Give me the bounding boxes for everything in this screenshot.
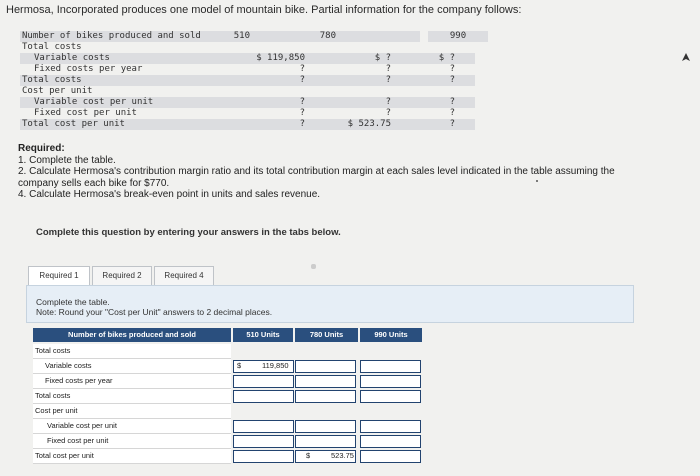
required-heading: Required: [18, 143, 65, 154]
given-row [20, 108, 475, 119]
given-row-label: Variable costs [34, 53, 110, 63]
given-row [20, 97, 475, 108]
given-row-value: ? [299, 97, 305, 107]
given-row-value: ? [449, 97, 455, 107]
given-col-780: 780 [319, 31, 336, 41]
given-row-label: Total costs [22, 75, 82, 85]
panel-text [36, 297, 272, 317]
given-row-value: $ ? [438, 53, 455, 63]
answer-header-label: Number of bikes produced and sold [33, 328, 231, 342]
problem-title: Hermosa, Incorporated produces one model of mountain bike. Partial information for the company follows: [6, 4, 522, 16]
given-row-value: $ 119,850 [256, 53, 305, 63]
given-row-value: ? [449, 119, 455, 129]
answer-input-cell[interactable] [295, 435, 356, 448]
answer-row [33, 344, 423, 358]
answer-input-cell[interactable] [233, 390, 294, 403]
given-row-value: ? [385, 97, 391, 107]
tab-required-4[interactable]: Required 4 [154, 266, 214, 286]
answer-input-cell[interactable] [233, 420, 294, 433]
required-item-4: 4. Calculate Hermosa's break-even point in units and sales revenue. [18, 189, 321, 200]
given-row-value: ? [449, 75, 455, 85]
answer-header-row [33, 328, 423, 342]
answer-row-label-cell [33, 374, 231, 389]
given-row [20, 86, 475, 97]
variable-costs-510-value: 119,850 [262, 361, 289, 370]
given-row-value: $ 523.75 [347, 119, 391, 129]
given-row-label: Fixed costs per year [34, 64, 143, 74]
tab-required-2[interactable]: Required 2 [92, 266, 152, 286]
answer-input-cell[interactable] [233, 375, 294, 388]
required-section [18, 143, 658, 201]
answer-row [33, 374, 423, 388]
answer-row [33, 449, 423, 463]
given-row-value: ? [299, 119, 305, 129]
answer-row-label: Fixed costs per year [45, 376, 113, 385]
given-row-label: Cost per unit [22, 86, 93, 96]
answer-input-cell[interactable] [360, 375, 421, 388]
answer-row-label-cell [33, 389, 231, 404]
answer-input-cell[interactable] [295, 375, 356, 388]
given-row-label: Fixed cost per unit [34, 108, 137, 118]
answer-row [33, 419, 423, 433]
given-row-value: ? [449, 64, 455, 74]
panel-line-1: Complete the table. [36, 297, 110, 307]
decorative-dot [311, 264, 316, 269]
answer-input-cell[interactable] [233, 450, 294, 463]
total-cost-per-unit-780-value: 523.75 [331, 451, 354, 460]
given-row-label: Total costs [22, 42, 82, 52]
decorative-dot [536, 180, 538, 182]
given-row [20, 53, 475, 64]
given-row [20, 64, 475, 75]
given-row-value: ? [299, 108, 305, 118]
given-row-value: $ ? [374, 53, 391, 63]
tab-required-1[interactable]: Required 1 [28, 266, 90, 286]
dollar-sign: $ [306, 451, 311, 460]
given-row-label: Variable cost per unit [34, 97, 154, 107]
answer-row-label: Variable cost per unit [47, 421, 117, 430]
answer-row-label-cell [33, 404, 231, 419]
answer-row-label-cell [33, 344, 231, 359]
answer-row-label-cell [33, 419, 231, 434]
answer-row-label: Total costs [35, 391, 71, 400]
answer-col-510: 510 Units [233, 328, 293, 342]
given-row-value: ? [385, 64, 391, 74]
answer-row [33, 404, 423, 418]
answer-input-cell[interactable] [360, 360, 421, 373]
given-row [20, 119, 475, 130]
instructions-banner: Complete this question by entering your answers in the tabs below. [36, 227, 341, 238]
answer-input-cell[interactable] [360, 420, 421, 433]
given-col-510: 510 [233, 31, 250, 41]
answer-row-label: Cost per unit [35, 406, 78, 415]
answer-row [33, 434, 423, 448]
answer-row-label: Variable costs [45, 361, 92, 370]
answer-input-cell[interactable] [295, 390, 356, 403]
answer-input-cell[interactable] [360, 450, 421, 463]
answer-row-label: Total costs [35, 346, 71, 355]
answer-input-cell[interactable] [295, 420, 356, 433]
given-row-value: ? [299, 64, 305, 74]
required-item-2: 2. Calculate Hermosa's contribution margin ratio and its total contribution margin at each sales level indicated in the table assuming the company sells each bike for $770. [18, 166, 615, 189]
answer-col-990: 990 Units [360, 328, 422, 342]
given-header-row [20, 31, 420, 42]
answer-row [33, 359, 423, 373]
answer-input-cell[interactable] [360, 390, 421, 403]
given-row [20, 75, 475, 86]
given-row-value: ? [385, 108, 391, 118]
answer-row [33, 389, 423, 403]
answer-input-cell[interactable] [295, 360, 356, 373]
answer-row-label-cell [33, 449, 231, 464]
answer-input-cell[interactable] [360, 435, 421, 448]
given-col-990: 990 [428, 31, 488, 42]
answer-row-label: Total cost per unit [35, 451, 94, 460]
given-row-value: ? [385, 75, 391, 85]
answer-row-label-cell [33, 359, 231, 374]
given-row [20, 42, 475, 53]
given-row-value: ? [449, 108, 455, 118]
required-item-1: 1. Complete the table. [18, 154, 116, 166]
given-row-label: Total cost per unit [22, 119, 125, 129]
answer-input-cell[interactable] [233, 435, 294, 448]
panel-line-2: Note: Round your "Cost per Unit" answers to 2 decimal places. [36, 307, 273, 317]
cursor-arrow-icon [680, 52, 692, 64]
given-row-value: ? [299, 75, 305, 85]
dollar-sign: $ [237, 361, 242, 370]
answer-row-label: Fixed cost per unit [47, 436, 109, 445]
given-header-label: Number of bikes produced and sold [22, 31, 201, 41]
answer-row-label-cell [33, 434, 231, 449]
answer-col-780: 780 Units [295, 328, 358, 342]
